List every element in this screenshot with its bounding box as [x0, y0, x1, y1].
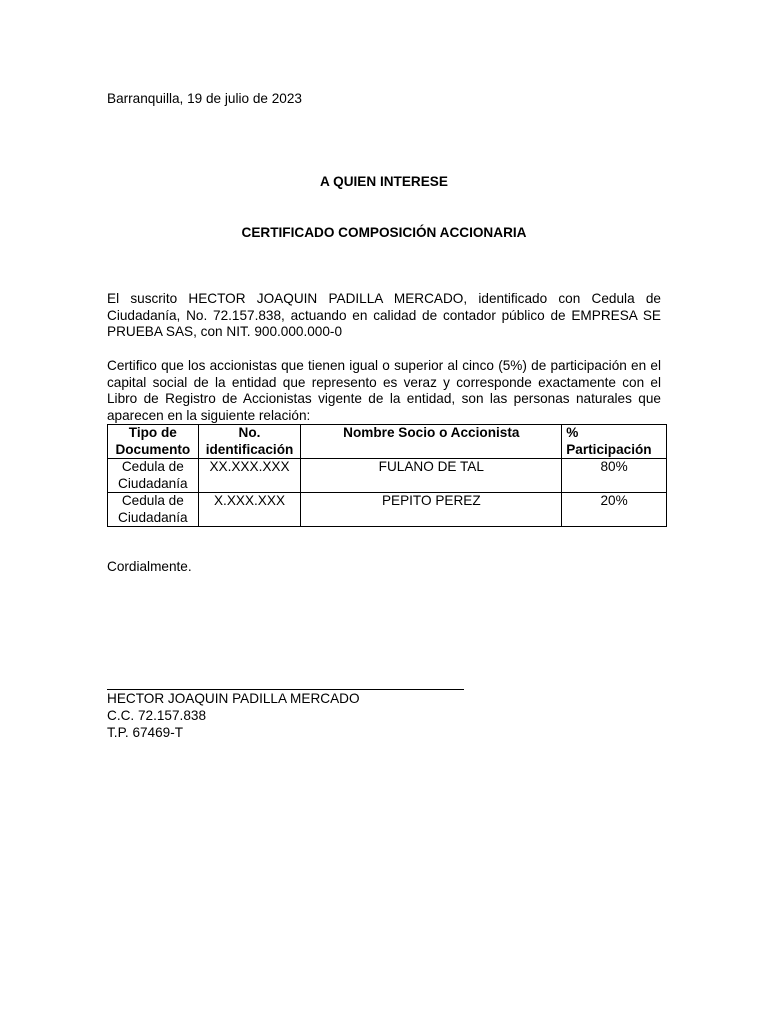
intro-paragraph: El suscrito HECTOR JOAQUIN PADILLA MERCADO, identificado con Cedula de Ciudadanía, No. 72.157.838, actuando en calidad de contador público de EMPRESA SE PRUEBA SAS, con NIT. 900.000.000-0	[107, 291, 661, 339]
signer-tp: T.P. 67469-T	[107, 725, 184, 740]
cell-participation: 80%	[562, 459, 667, 493]
shareholders-table	[107, 424, 667, 527]
cell-document-type: Cedula de Ciudadanía	[108, 493, 199, 527]
cell-document-type: Cedula de Ciudadanía	[108, 459, 199, 493]
table-row	[108, 459, 667, 493]
cell-id-number: X.XXX.XXX	[198, 493, 301, 527]
table-row	[108, 493, 667, 527]
certificate-title: CERTIFICADO COMPOSICIÓN ACCIONARIA	[241, 225, 527, 240]
document-date: Barranquilla, 19 de julio de 2023	[107, 91, 302, 106]
closing-text: Cordialmente.	[107, 559, 192, 574]
certification-paragraph: Certifico que los accionistas que tienen igual o superior al cinco (5%) de participación en el capital social de la entidad que represento es veraz y corresponde exactamente con el Libro de Registro de Accionistas vigente de la entidad, son las personas naturales que aparecen en la siguiente relación:	[107, 358, 661, 423]
signature-line	[107, 689, 464, 690]
header-document-type: Tipo de Documento	[108, 425, 199, 459]
header-participation: % Participación	[562, 425, 667, 459]
signer-name: HECTOR JOAQUIN PADILLA MERCADO	[107, 691, 360, 706]
header-shareholder-name: Nombre Socio o Accionista	[301, 425, 562, 459]
cell-shareholder-name: FULANO DE TAL	[301, 459, 562, 493]
header-id-number: No. identificación	[198, 425, 301, 459]
signature-block	[107, 691, 360, 742]
signer-cc: C.C. 72.157.838	[107, 708, 206, 723]
cell-participation: 20%	[562, 493, 667, 527]
addressee-heading: A QUIEN INTERESE	[320, 174, 448, 189]
cell-id-number: XX.XXX.XXX	[198, 459, 301, 493]
table-header-row	[108, 425, 667, 459]
cell-shareholder-name: PEPITO PEREZ	[301, 493, 562, 527]
